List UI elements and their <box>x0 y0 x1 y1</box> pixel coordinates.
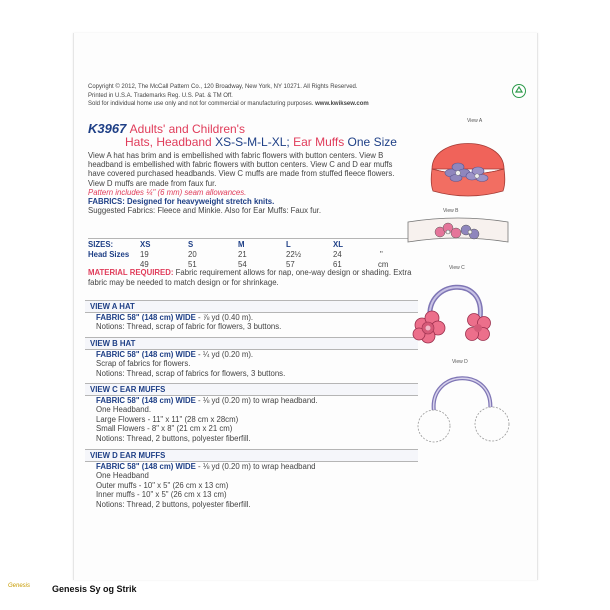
suggested-fabrics: Suggested Fabrics: Fleece and Minkie. Also for Ear Muffs: Faux fur. <box>88 206 322 216</box>
size-l: L <box>286 240 291 249</box>
size-xl: XL <box>333 240 343 249</box>
store-name: Genesis Sy og Strik <box>52 584 137 594</box>
size-m: M <box>238 240 245 249</box>
view-d-label: View D <box>452 359 468 365</box>
ear-muffs-illustration-view-d <box>414 364 514 454</box>
head-cm-xl: 61 <box>333 260 342 269</box>
website-link[interactable]: www.kwiksew.com <box>315 101 369 107</box>
divider <box>88 238 418 239</box>
head-cm-m: 54 <box>238 260 247 269</box>
view-b-label: View B <box>443 208 459 214</box>
fabrics-line: FABRICS: Designed for heavyweight stretch knits. <box>88 197 275 207</box>
sizes-label: SIZES: <box>88 240 114 249</box>
view-a-notions: Notions: Thread, scrap of fabric for flowers, 3 buttons. <box>96 322 282 332</box>
head-cm-xs: 49 <box>140 260 149 269</box>
size-xs: XS <box>140 240 151 249</box>
unit-cm: cm <box>378 260 389 269</box>
head-in-xs: 19 <box>140 250 149 259</box>
view-b-line-1: Scrap of fabrics for flowers. <box>96 359 191 369</box>
view-d-line-3: Inner muffs - 10" x 5" (26 cm x 13 cm) <box>96 490 227 500</box>
pattern-number: K3967 <box>88 121 127 136</box>
view-c-section <box>88 383 418 444</box>
head-in-xl: 24 <box>333 250 342 259</box>
view-c-label: View C <box>449 265 465 271</box>
copyright-line-2: Printed in U.S.A. Trademarks Reg. U.S. Pat. & TM Off. <box>88 92 233 99</box>
head-in-l: 22½ <box>286 250 302 259</box>
copyright-block <box>88 83 433 109</box>
view-d-notions: Notions: Thread, 2 buttons, polyester fiberfill. <box>96 499 251 509</box>
head-in-s: 20 <box>188 250 197 259</box>
view-b-fabric: FABRIC 58" (148 cm) WIDE - ¼ yd (0.20 m). <box>96 349 254 359</box>
view-c-line-2: Large Flowers - 11" x 11" (28 cm x 28cm) <box>96 414 239 424</box>
view-a-header: VIEW A HAT <box>85 300 418 313</box>
store-logo-icon: Genesis <box>8 583 31 589</box>
title-line-1: Adults' and Children's <box>129 122 245 136</box>
head-sizes-label: Head Sizes <box>88 250 130 259</box>
view-b-header: VIEW B HAT <box>85 337 418 350</box>
view-d-section <box>88 449 418 510</box>
view-c-line-1: One Headband. <box>96 405 152 415</box>
view-d-line-2: Outer muffs - 10" x 5" (26 cm x 13 cm) <box>96 480 229 490</box>
view-b-section <box>88 337 418 378</box>
view-b-notions: Notions: Thread, scrap of fabrics for flowers, 3 buttons. <box>96 368 286 378</box>
view-d-header: VIEW D EAR MUFFS <box>85 449 418 462</box>
size-s: S <box>188 240 194 249</box>
view-d-fabric: FABRIC 58" (148 cm) WIDE - ⅛ yd (0.20 m) to wrap headband <box>96 461 316 471</box>
view-a-fabric: FABRIC 58" (148 cm) WIDE - ⅞ yd (0.40 m). <box>96 312 254 322</box>
head-in-m: 21 <box>238 250 247 259</box>
seam-allowance-note: Pattern includes ¼" (6 mm) seam allowances. <box>88 187 247 197</box>
recycle-icon <box>512 84 526 98</box>
copyright-line-1: Copyright © 2012, The McCall Pattern Co., 120 Broadway, New York, NY 10271. All Rights Reserved. <box>88 84 358 90</box>
headband-illustration-view-b <box>404 212 512 250</box>
head-cm-s: 51 <box>188 260 197 269</box>
title-line-2: Hats, Headband XS-S-M-L-XL; Ear Muffs One Size <box>125 135 397 149</box>
pattern-title <box>88 122 245 136</box>
view-d-line-1: One Headband <box>96 471 149 481</box>
view-c-line-3: Small Flowers - 8" x 8" (21 cm x 21 cm) <box>96 424 233 434</box>
view-c-header: VIEW C EAR MUFFS <box>85 383 418 396</box>
unit-inches: " <box>380 250 383 259</box>
view-a-label: View A <box>467 118 483 124</box>
copyright-line-3: Sold for individual home use only and not for commercial or manufacturing purposes. www.kwiksew.com <box>88 101 369 107</box>
material-required: MATERIAL REQUIRED: Fabric requirement allows for nap, one-way design or shading. Extra fabric may be needed to match design or for shrinkage. <box>88 268 412 287</box>
description-text: View A hat has brim and is embellished with fabric flowers with button centers. View B headband is embellished with fabric flowers with button centers. View C and D ear muffs have covered purchased headbands. View C muffs are made from stuffed fleece flowers. View D muffs are made from faux fur. <box>88 151 395 188</box>
ear-muffs-illustration-view-c <box>408 268 508 348</box>
view-c-fabric: FABRIC 58" (148 cm) WIDE - ⅛ yd (0.20 m) to wrap headband. <box>96 395 318 405</box>
head-cm-l: 57 <box>286 260 295 269</box>
view-c-notions: Notions: Thread, 2 buttons, polyester fiberfill. <box>96 433 251 443</box>
description <box>88 151 408 215</box>
hat-illustration-view-a <box>418 121 518 199</box>
view-a-section <box>88 300 418 332</box>
